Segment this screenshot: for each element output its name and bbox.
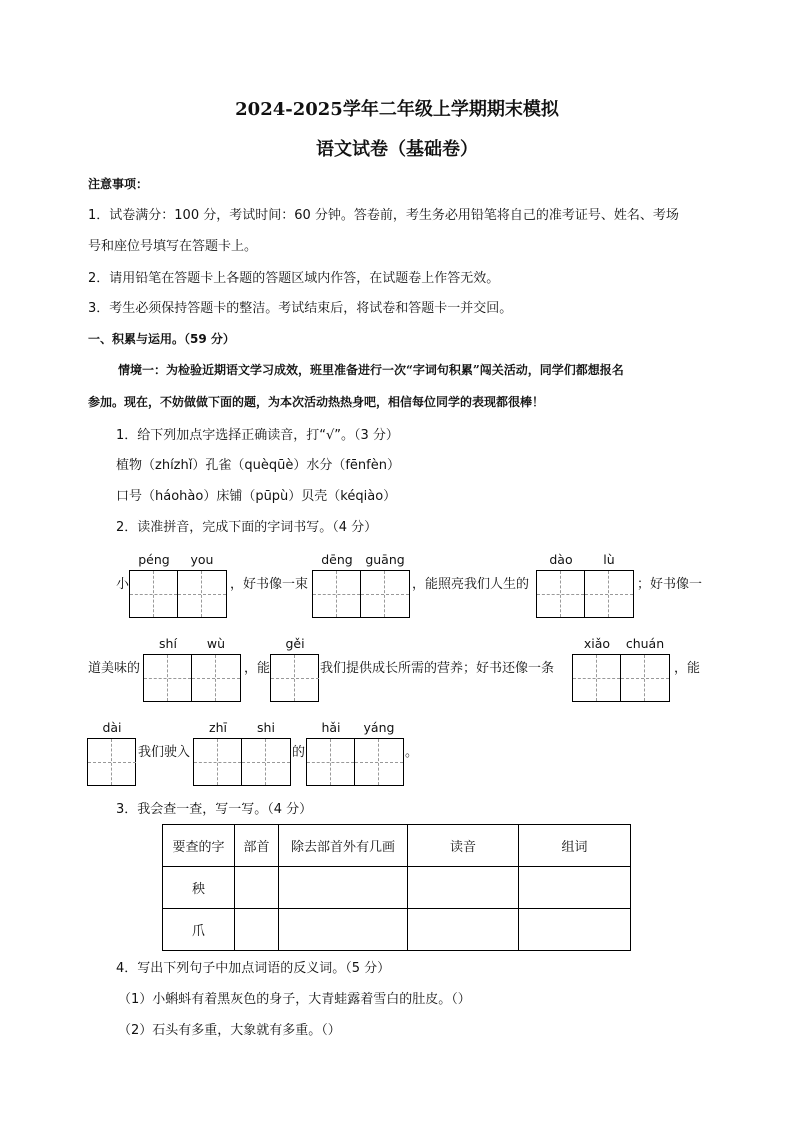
answer-cell[interactable] [519,909,631,951]
note-item-2: 2．请用铅笔在答题卡上各题的答题区域内作答，在试题卷上作答无效。 [88,271,500,286]
writing-box-haiyang[interactable] [306,738,404,786]
writing-box-gei[interactable] [270,654,319,702]
q2-row2-text-3: 我们提供成长所需的营养；好书还像一条 [320,661,555,676]
pinyin: péng [138,552,170,567]
writing-box-pengyou[interactable] [129,570,227,618]
table-row [163,867,631,909]
answer-cell[interactable] [235,867,279,909]
scenario-line-2: 参加。现在，不妨做做下面的题，为本次活动热热身吧，相信每位同学的表现都很棒！ [88,395,545,409]
q2-row1-text-3: ，能照亮我们人生的 [412,577,530,592]
title-line-1: 2024-2025学年二年级上学期期末模拟 [235,99,559,120]
q2-row1-text-1: 小 [116,577,130,592]
pinyin: you [190,552,214,567]
pinyin: gěi [285,636,305,651]
note-item-1a: 1．试卷满分：100 分，考试时间：60 分钟。答卷前，考生务必用铅笔将自己的准考证号、姓名、考场 [88,208,679,223]
answer-cell[interactable] [408,909,519,951]
note-item-1b: 号和座位号填写在答题卡上。 [88,239,258,254]
pinyin: yáng [363,720,395,735]
pinyin: xiǎo [583,636,611,651]
writing-box-shiwu[interactable] [143,654,241,702]
pinyin: guāng [365,552,405,567]
q4-item-1: （1）小蝌蚪有着黑灰色的身子，大青蛙露着雪白的肚皮。（） [118,992,471,1007]
q1-line-1: 植物（zhízhǐ）孔雀（quèqūè）水分（fēnfèn） [116,458,400,473]
pinyin: dēng [321,552,353,567]
table-cell-char: 爪 [163,909,235,951]
answer-cell[interactable] [279,909,408,951]
q2-row2-text-4: ，能 [674,661,701,676]
pinyin: shí [159,636,177,651]
q4-prompt: 4．写出下列句子中加点词语的反义词。（5 分） [116,961,391,976]
table-header: 组词 [519,825,631,867]
table-header: 要查的字 [163,825,235,867]
answer-cell[interactable] [519,867,631,909]
pinyin: chuán [625,636,665,651]
table-header: 读音 [408,825,519,867]
table-header-row [163,825,631,867]
table-cell-char: 秧 [163,867,235,909]
title-line-2: 语文试卷（基础卷） [316,139,478,160]
q2-row2-text-1: 道美味的 [88,661,141,676]
q1-line-2: 口号（háohào）床铺（pūpù）贝壳（kéqiào） [116,489,397,504]
answer-cell[interactable] [408,867,519,909]
pinyin: wù [206,636,226,651]
writing-box-dai[interactable] [87,738,136,786]
q1-prompt: 1．给下列加点字选择正确读音，打“√”。（3 分） [116,428,399,443]
pinyin: zhī [209,720,227,735]
q2-row2-text-2: ，能 [244,661,271,676]
q2-row1-text-4: ；好书像一 [637,577,703,592]
q2-row3-text-1: 我们驶入 [138,745,191,760]
note-item-3: 3．考生必须保持答题卡的整洁。考试结束后，将试卷和答题卡一并交回。 [88,301,513,316]
notes-heading: 注意事项： [88,177,149,191]
writing-box-dengguang[interactable] [312,570,410,618]
pinyin: hǎi [321,720,341,735]
writing-box-xiaochuan[interactable] [572,654,670,702]
writing-box-daolu[interactable] [536,570,634,618]
pinyin: shi [257,720,275,735]
scenario-line-1: 情境一：为检验近期语文学习成效，班里准备进行一次“字词句积累”闯关活动，同学们都想报名 [118,363,624,377]
q4-item-2: （2）石头有多重，大象就有多重。（） [118,1023,341,1038]
writing-box-zhishi[interactable] [193,738,291,786]
pinyin: dài [102,720,122,735]
q3-prompt: 3．我会查一查，写一写。（4 分） [116,802,313,817]
q2-row3-text-3: 。 [405,745,419,760]
q2-row3-text-2: 的 [292,745,306,760]
q2-row1-text-2: ，好书像一束 [230,577,309,592]
q3-table [162,824,631,951]
q2-prompt: 2．读准拼音，完成下面的字词书写。（4 分） [116,520,378,535]
section-1-heading: 一、积累与运用。（59 分） [88,332,235,346]
table-header: 部首 [235,825,279,867]
answer-cell[interactable] [279,867,408,909]
answer-cell[interactable] [235,909,279,951]
table-row [163,909,631,951]
pinyin: dào [549,552,573,567]
table-header: 除去部首外有几画 [279,825,408,867]
pinyin: lù [603,552,615,567]
